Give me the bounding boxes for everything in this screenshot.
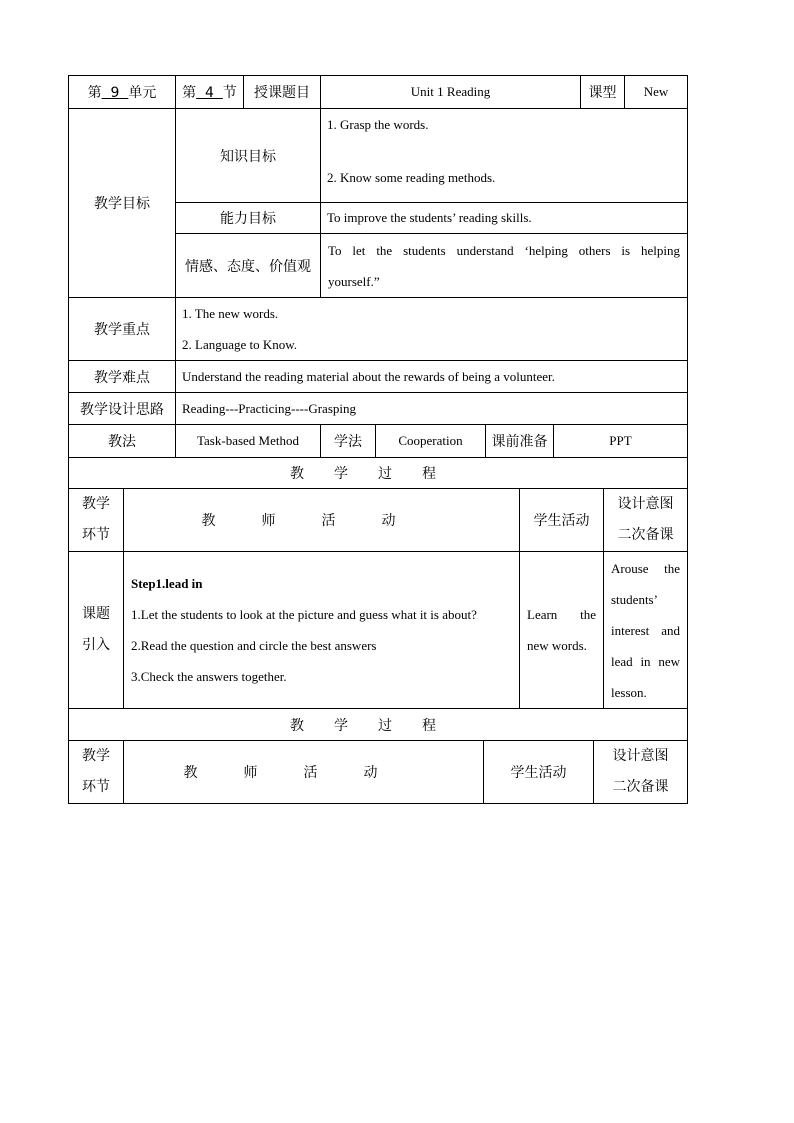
attitude-label: 情感、态度、价值观 [176, 234, 321, 298]
process-title: 教学过程 [69, 709, 688, 741]
section-number: 4 [205, 85, 214, 101]
step1-title: Step1.lead in [131, 576, 203, 591]
lesson-plan [68, 75, 687, 804]
stage-header [69, 489, 124, 552]
stage-header-line: 教学 [82, 748, 110, 764]
step1-intent-line: students’ [611, 591, 658, 607]
student-activity-header: 学生活动 [520, 489, 604, 552]
ability-value: To improve the students’ reading skills. [321, 203, 688, 234]
difficulties-label: 教学难点 [69, 361, 176, 393]
ability-label: 能力目标 [176, 203, 321, 234]
objectives-label: 教学目标 [69, 109, 176, 298]
student-activity-header: 学生活动 [484, 741, 594, 804]
lesson-info-table [68, 75, 688, 109]
intent-header-line: 二次备课 [617, 527, 674, 543]
knowledge-item: 1. Grasp the words. [327, 117, 429, 132]
stage-header-line: 环节 [82, 527, 110, 543]
difficulties-value: Understand the reading material about the rewards of being a volunteer. [176, 361, 688, 393]
process-table-1 [68, 457, 688, 709]
teach-method-label: 教法 [69, 425, 176, 458]
attitude-value [321, 234, 688, 298]
section-prefix: 第 [182, 85, 197, 101]
intent-header [594, 741, 688, 804]
type-value: New [625, 76, 688, 109]
section-cell [176, 76, 244, 109]
section-suffix: 节 [222, 85, 237, 101]
unit-number: 9 [110, 85, 120, 101]
step1-student-activity [520, 552, 604, 709]
process-table-2 [68, 708, 688, 804]
stage-header-line: 环节 [82, 779, 110, 795]
keypoints-table [68, 297, 688, 425]
intent-header-line: 设计意图 [612, 748, 669, 764]
intent-header-line: 设计意图 [617, 496, 674, 512]
topic-value: Unit 1 Reading [321, 76, 581, 109]
step1-teacher-activity [124, 552, 520, 709]
key-point-item: 2. Language to Know. [182, 337, 298, 352]
unit-suffix: 单元 [128, 85, 157, 101]
stage-header [69, 741, 124, 804]
teacher-activity-header: 教师活动 [124, 741, 484, 804]
step1-intent-line: lesson. [611, 684, 647, 700]
step1-intent-line: lead in new [611, 653, 680, 669]
step1-student-line: Learn the [527, 607, 596, 622]
learn-method-value: Cooperation [376, 425, 486, 458]
topic-label: 授课题目 [244, 76, 321, 109]
prep-label: 课前准备 [486, 425, 554, 458]
prep-value: PPT [554, 425, 688, 458]
step1-student-line: new words. [527, 638, 587, 653]
teacher-activity-header: 教师活动 [124, 489, 520, 552]
knowledge-label: 知识目标 [176, 109, 321, 203]
step1-stage-line: 课题 [82, 606, 110, 622]
step1-intent-line: interest and [611, 622, 680, 638]
step1-stage [69, 552, 124, 709]
stage-header-line: 教学 [82, 496, 110, 512]
knowledge-items [321, 109, 688, 203]
methods-table [68, 424, 688, 458]
unit-cell [69, 76, 176, 109]
step1-stage-line: 引入 [82, 637, 110, 653]
key-points-label: 教学重点 [69, 298, 176, 361]
design-label: 教学设计思路 [69, 393, 176, 425]
process-title: 教学过程 [69, 458, 688, 489]
step1-item: 3.Check the answers together. [131, 669, 287, 684]
attitude-line: To let the students understand ‘helping others is helping [328, 242, 680, 258]
intent-header-line: 二次备课 [612, 779, 669, 795]
type-label: 课型 [581, 76, 625, 109]
step1-item: 2.Read the question and circle the best answers [131, 638, 377, 653]
design-value: Reading---Practicing----Grasping [176, 393, 688, 425]
step1-intent [604, 552, 688, 709]
knowledge-item: 2. Know some reading methods. [327, 170, 496, 185]
intent-header [604, 489, 688, 552]
step1-item: 1.Let the students to look at the picture and guess what it is about? [131, 607, 477, 622]
objectives-table [68, 108, 688, 298]
unit-prefix: 第 [87, 85, 102, 101]
key-point-item: 1. The new words. [182, 306, 279, 321]
step1-intent-line: Arouse the [611, 560, 680, 576]
key-points-list [176, 298, 688, 361]
attitude-line: yourself.” [328, 273, 380, 289]
teach-method-value: Task-based Method [176, 425, 321, 458]
learn-method-label: 学法 [321, 425, 376, 458]
